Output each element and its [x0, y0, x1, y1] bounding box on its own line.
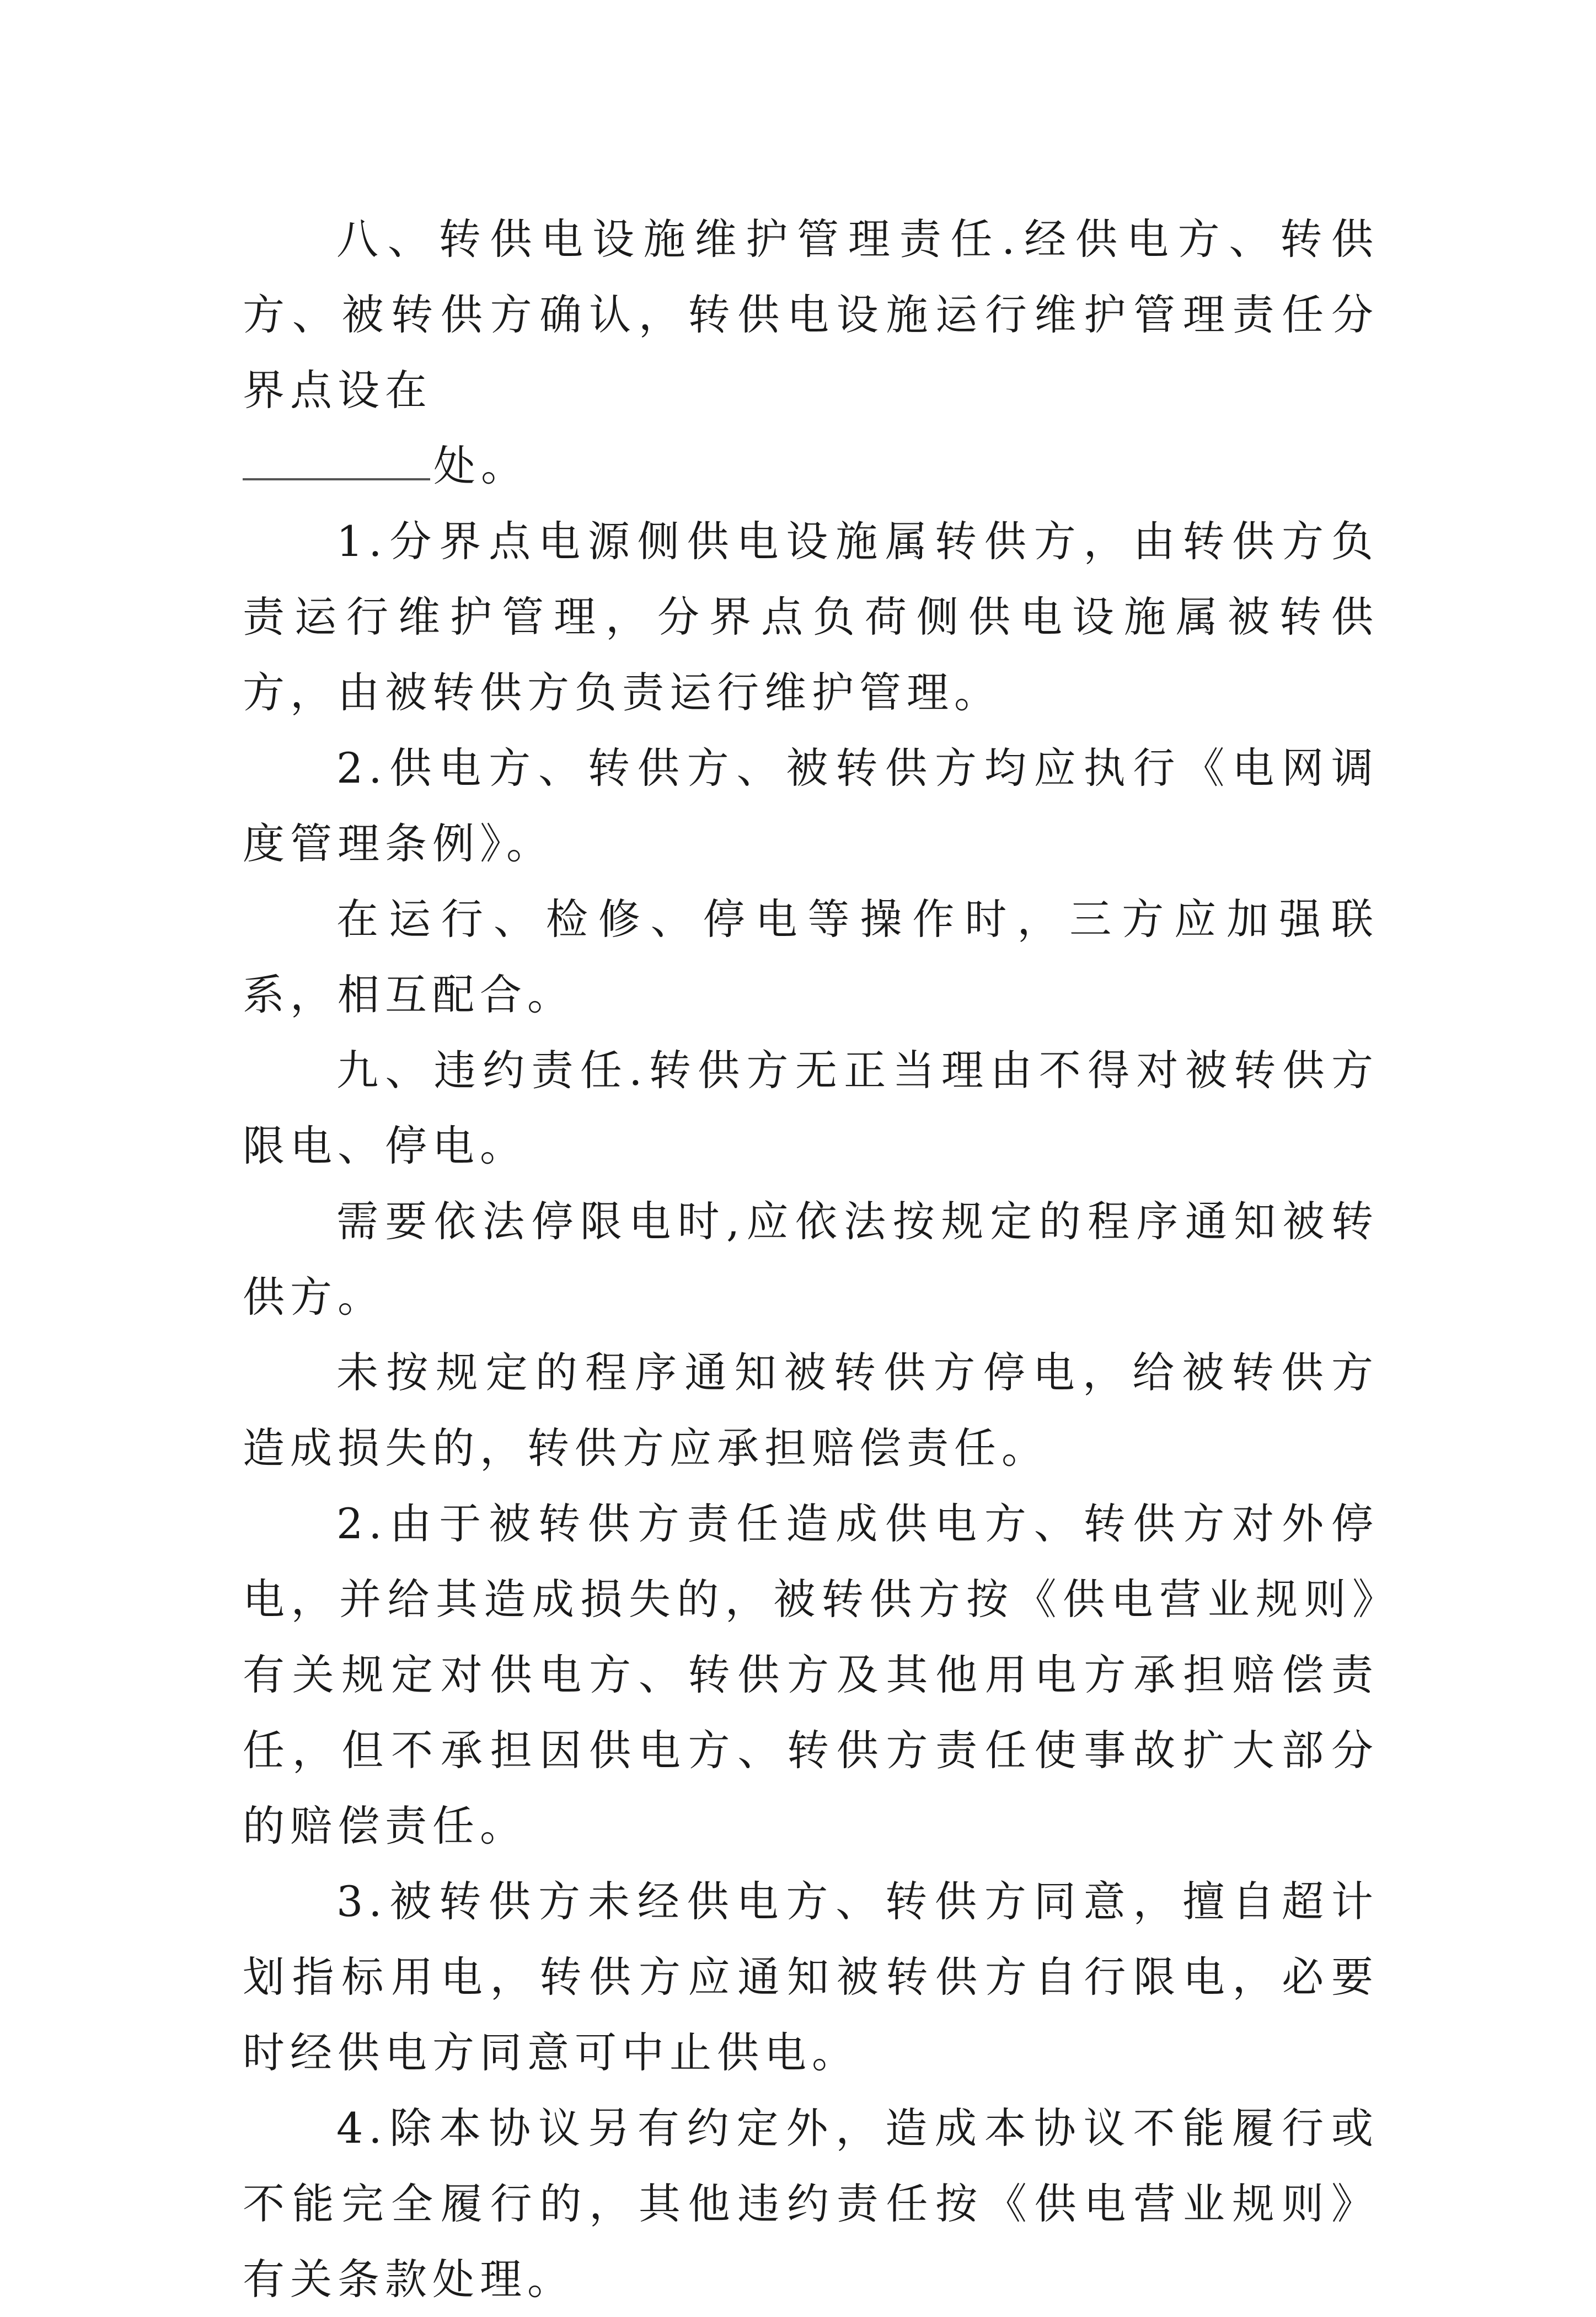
paragraph-clause-9-4: 4.除本协议另有约定外，造成本协议不能履行或不能完全履行的，其他违约责任按《供电营业规则》有关条款处理。: [243, 2104, 1379, 2304]
paragraph-clause-8-1: 1.分界点电源侧供电设施属转供方，由转供方负责运行维护管理，分界点负荷侧供电设施属被转供方，由被转供方负责运行维护管理。: [243, 517, 1379, 717]
paragraph-clause-9-2: 2.由于被转供方责任造成供电方、转供方对外停电，并给其造成损失的，被转供方按《供电营业规则》有关规定对供电方、转供方及其他用电方承担赔偿责任，但不承担因供电方、转供方责任使事故扩大部分的赔偿责任。: [243, 1499, 1379, 1850]
paragraph-clause-9-3: 3.被转供方未经供电方、转供方同意，擅自超计划指标用电，转供方应通知被转供方自行限电，必要时经供电方同意可中止供电。: [243, 1877, 1379, 2077]
paragraph-lawful-outage: 需要依法停限电时,应依法按规定的程序通知被转供方。: [243, 1197, 1379, 1321]
paragraph-operation-coordination: 在运行、检修、停电等操作时，三方应加强联系，相互配合。: [243, 895, 1379, 1019]
fill-in-blank-line[interactable]: [243, 445, 430, 480]
paragraph-section-8: 八、转供电设施维护管理责任.经供电方、转供方、被转供方确认，转供电设施运行维护管理责任分界点设在: [243, 215, 1379, 415]
paragraph-clause-8-2: 2.供电方、转供方、被转供方均应执行《电网调度管理条例》。: [243, 743, 1379, 868]
paragraph-boundary-suffix: 处。: [433, 441, 528, 490]
paragraph-compensation: 未按规定的程序通知被转供方停电，给被转供方造成损失的，转供方应承担赔偿责任。: [243, 1348, 1379, 1473]
document-body: [243, 201, 1379, 2317]
paragraph-section-9: 九、违约责任.转供方无正当理由不得对被转供方限电、停电。: [243, 1046, 1379, 1170]
paragraph-boundary-point: [243, 428, 1379, 504]
